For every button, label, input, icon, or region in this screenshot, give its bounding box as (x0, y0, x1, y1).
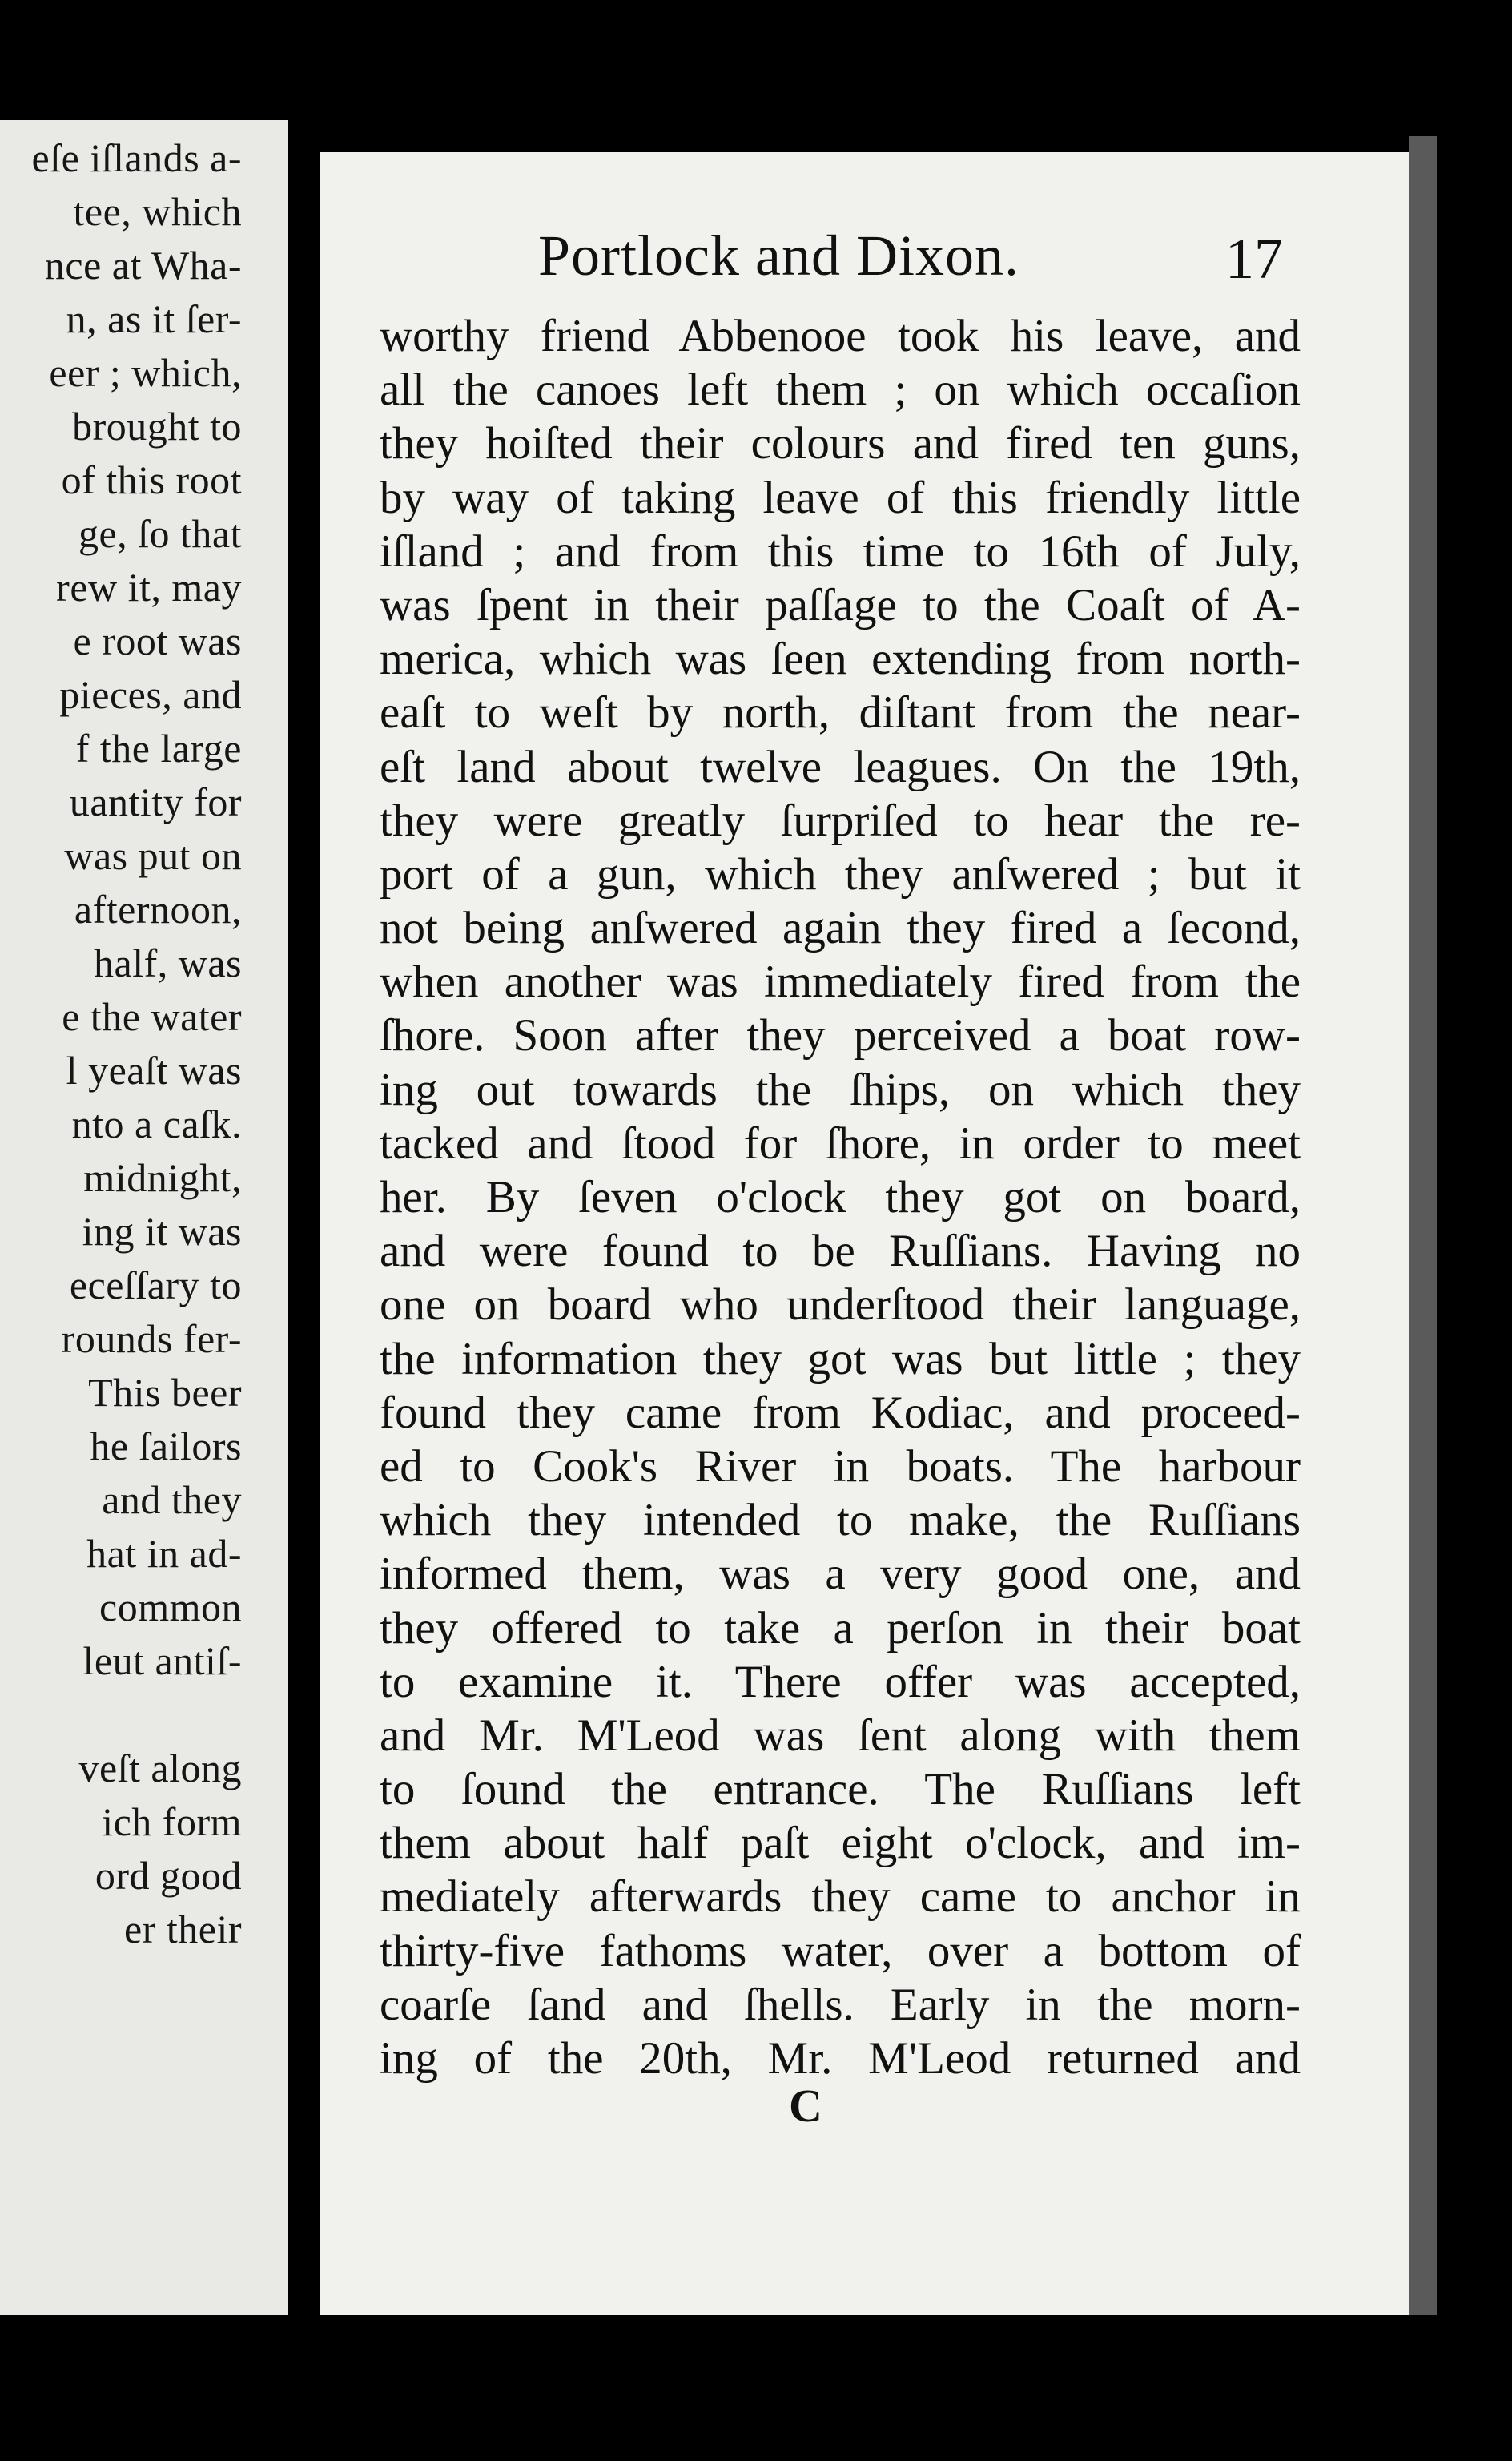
left-page-line: nto a caſk. (71, 1102, 242, 1146)
left-page-line: and they (102, 1477, 242, 1522)
text-line: to ſound the entrance. The Ruſſians left (380, 1764, 1301, 1815)
left-page-line: rounds fer- (61, 1316, 242, 1361)
left-page-line: ing it was (82, 1209, 242, 1254)
text-line: all the canoes left them ; on which occaſion (380, 365, 1301, 416)
text-line: they were greatly ſurpriſed to hear the re- (380, 795, 1301, 846)
left-page-line: uantity for (69, 779, 242, 824)
left-page-line: leut antiſ- (82, 1638, 242, 1683)
text-line: ing of the 20th, Mr. M'Leod returned and (380, 2033, 1301, 2084)
left-page-line: afternoon, (74, 887, 242, 932)
text-line: port of a gun, which they anſwered ; but it (380, 848, 1301, 900)
text-line: iſland ; and from this time to 16th of July, (380, 526, 1301, 577)
left-page-line: he ſailors (90, 1424, 242, 1468)
running-head: Portlock and Dixon. (538, 224, 1019, 288)
left-page-line: tee, which (73, 189, 242, 234)
book-gutter (288, 120, 320, 2315)
text-line: ed to Cook's River in boats. The harbour (380, 1440, 1301, 1492)
left-page-line: This beer (88, 1370, 242, 1415)
text-line: the information they got was but little ; they (380, 1333, 1301, 1384)
text-line: mediately afterwards they came to anchor in (380, 1871, 1301, 1923)
page-number: 17 (1225, 227, 1283, 291)
text-line: and Mr. M'Leod was ſent along with them (380, 1710, 1301, 1761)
left-page-line: pieces, and (59, 672, 242, 717)
text-line: worthy friend Abbenooe took his leave, and (380, 311, 1301, 361)
text-line: thirty-five fathoms water, over a bottom of (380, 1925, 1301, 1976)
text-line: to examine it. There offer was accepted, (380, 1656, 1301, 1707)
text-line: tacked and ſtood for ſhore, in order to meet (380, 1118, 1301, 1169)
left-page-line: e root was (73, 618, 242, 663)
text-line: they offered to take a perſon in their boat (380, 1602, 1301, 1653)
left-page-line: ich form (102, 1799, 242, 1844)
left-page-fragment (0, 120, 288, 2315)
text-line: when another was immediately fired from the (380, 957, 1301, 1008)
left-page-line: nce at Wha- (44, 243, 242, 288)
left-page-line: midnight, (83, 1155, 242, 1200)
text-line: ing out towards the ſhips, on which they (380, 1064, 1301, 1115)
left-page-line: eſe iſlands a- (31, 135, 242, 180)
left-page-line: f the large (75, 726, 242, 771)
text-line: merica, which was ſeen extending from north- (380, 634, 1301, 685)
left-page-line: eceſſary to (69, 1263, 242, 1307)
left-page-line: ge, ſo that (78, 511, 242, 556)
left-page-line: er their (124, 1907, 242, 1951)
text-line: and were found to be Ruſſians. Having no (380, 1226, 1301, 1277)
text-line: coarſe ſand and ſhells. Early in the morn- (380, 1979, 1301, 2030)
left-page-line: half, was (94, 940, 242, 985)
left-page-line: hat in ad- (86, 1531, 242, 1576)
text-line: informed them, was a very good one, and (380, 1549, 1301, 1600)
page-edge (1409, 136, 1437, 2315)
left-page-line: n, as it ſer- (66, 296, 242, 341)
left-page-line: rew it, may (56, 565, 242, 610)
text-line: not being anſwered again they fired a ſecond, (380, 903, 1301, 954)
left-page-line: was put on (64, 833, 242, 878)
left-page-line: l yeaſt was (66, 1048, 242, 1093)
text-line: they hoiſted their colours and fired ten guns, (380, 418, 1301, 469)
text-line: them about half paſt eight o'clock, and im- (380, 1818, 1301, 1869)
left-page-line: common (99, 1585, 242, 1629)
left-page-line: of this root (61, 457, 242, 502)
left-page-line: veſt along (78, 1746, 242, 1790)
signature-mark: C (789, 2080, 822, 2132)
body-text (380, 309, 1301, 2085)
right-page (320, 152, 1426, 2315)
text-line: her. By ſeven o'clock they got on board, (380, 1172, 1301, 1222)
left-page-line: eer ; which, (49, 350, 242, 395)
text-line: by way of taking leave of this friendly little (380, 472, 1301, 523)
text-line: eſt land about twelve leagues. On the 19th, (380, 741, 1301, 792)
text-line: ſhore. Soon after they perceived a boat row- (380, 1010, 1301, 1061)
left-page-line: ord good (94, 1853, 242, 1898)
text-line: was ſpent in their paſſage to the Coaſt of A- (380, 579, 1301, 630)
left-page-line: brought to (72, 404, 242, 449)
text-line: one on board who underſtood their language, (380, 1279, 1301, 1331)
text-line: eaſt to weſt by north, diſtant from the near- (380, 687, 1301, 739)
text-line: found they came from Kodiac, and proceed- (380, 1387, 1301, 1438)
left-page-line: e the water (62, 994, 242, 1039)
text-line: which they intended to make, the Ruſſians (380, 1495, 1301, 1546)
